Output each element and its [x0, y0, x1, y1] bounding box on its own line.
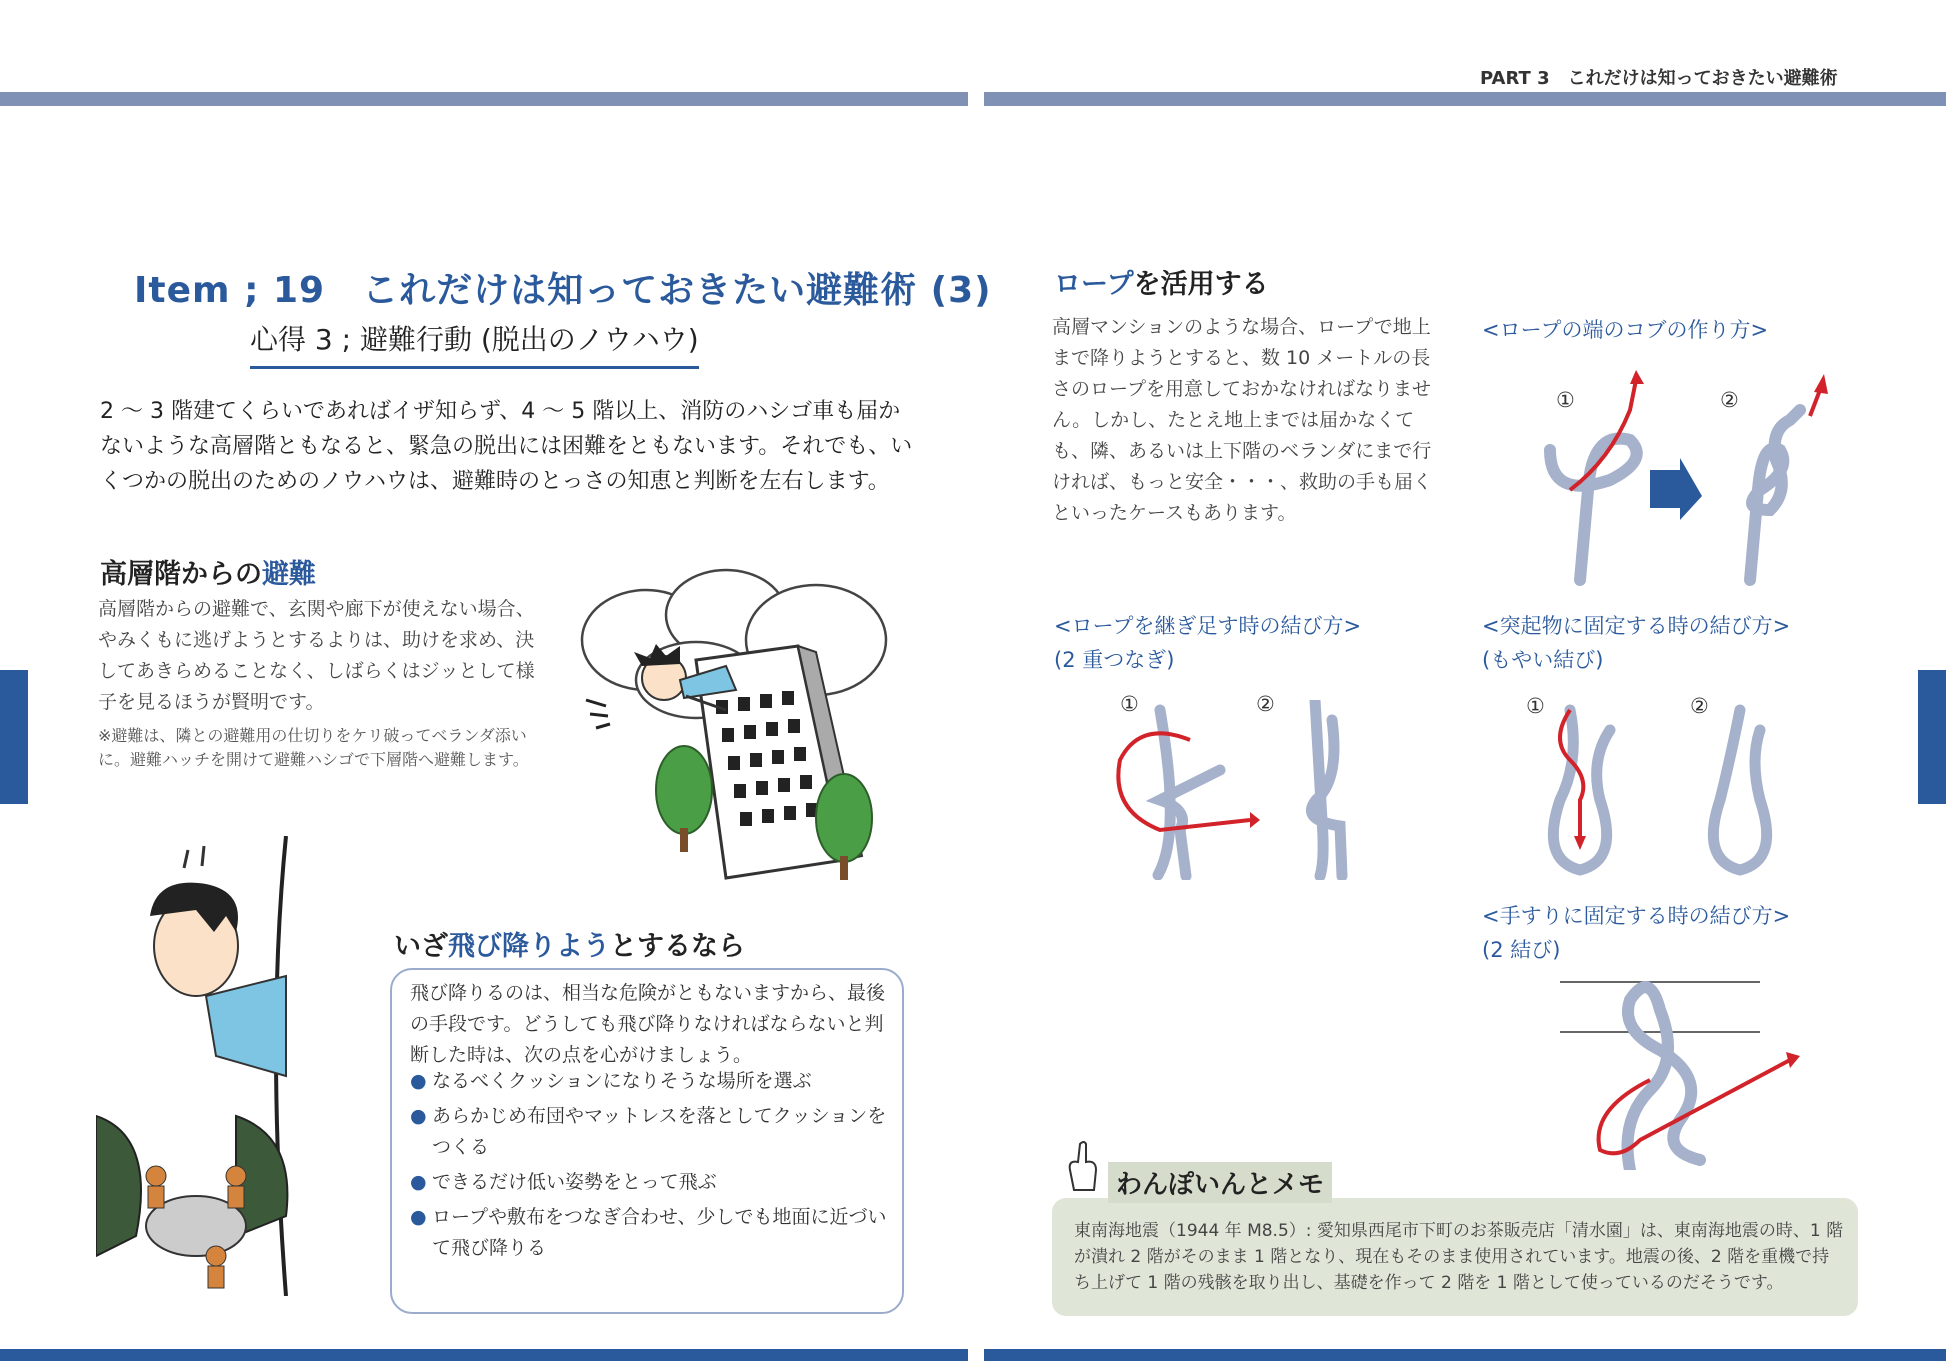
top-bar-left	[0, 92, 968, 106]
step-2-label: ②	[1720, 388, 1739, 412]
pointing-hand-icon	[1064, 1140, 1104, 1192]
peeking-man	[150, 846, 286, 1076]
step-2-label: ②	[1256, 692, 1275, 716]
intro-paragraph: 2 ～ 3 階建てくらいであればイザ知らず、4 ～ 5 階以上、消防のハシゴ車も届かないような高層階ともなると、緊急の脱出には困難をともないます。それでも、いくつかの脱出のためのノウハウは、避難時のとっさの知恵と判断を左右します。	[100, 399, 913, 494]
jump-body: 飛び降りるのは、相当な危険がともないますから、最後の手段です。どうしても飛び降りなければならないと判断した時は、次の点を心がけましょう。	[410, 982, 886, 1066]
caption-rail-knot: <手すりに固定する時の結び方>	[1482, 904, 1791, 928]
caption-post-knot-sub: (もやい結び)	[1482, 648, 1604, 672]
railing-knot-diagram	[1560, 970, 1820, 1170]
section-heading-jump	[394, 924, 745, 963]
heading-highlight: 飛び降りよう	[448, 931, 610, 962]
list-item: ● あらかじめ布団やマットレスを落としてクッションをつくる	[410, 1101, 888, 1163]
jump-bullet-list	[410, 1066, 888, 1268]
bowline-diagram	[1530, 700, 1810, 880]
section-heading-high	[100, 552, 316, 591]
bottom-bar-left	[0, 1349, 968, 1361]
bottom-bar-right	[984, 1349, 1946, 1361]
running-header: PART 3 これだけは知っておきたい避難術	[1480, 68, 1838, 89]
high-note: ※避難は、隣との避難用の仕切りをケリ破ってベランダ添いに。避難ハッチを開けて避難ハシゴで下層階へ避難します。	[98, 726, 529, 769]
caption-rail-knot-sub: (2 結び)	[1482, 938, 1561, 962]
caption-join-knot: <ロープを継ぎ足す時の結び方>	[1054, 614, 1362, 638]
heading-highlight: 避難	[262, 559, 316, 590]
side-tab-left	[0, 670, 28, 804]
caption-end-knot: <ロープの端のコブの作り方>	[1482, 318, 1769, 342]
heading-text-post: を活用する	[1133, 269, 1269, 300]
step-1-label: ①	[1526, 694, 1545, 718]
arrow-right-icon	[1650, 458, 1702, 520]
caption-join-knot-sub: (2 重つなぎ)	[1054, 648, 1175, 672]
heading-text: いざ	[394, 931, 448, 962]
side-tab-right	[1918, 670, 1946, 804]
step-1-label: ①	[1120, 692, 1139, 716]
end-knot-diagram	[1530, 370, 1860, 590]
man-illustration	[96, 836, 306, 1296]
caption-post-knot: <突起物に固定する時の結び方>	[1482, 614, 1791, 638]
section-heading-rope	[1054, 262, 1269, 301]
memo-title: わんぽいんとメモ	[1108, 1162, 1332, 1203]
memo-text: 東南海地震（1944 年 M8.5）: 愛知県西尾市下町のお茶販売店「清水園」は、東南海地震の時、1 階が潰れ 2 階がそのまま 1 階となり、現在もそのまま使用されています。地震の後、2 階を重機で持ち上げて 1 階の残骸を取り出し、基礎を作って 2 階を 1 階として使っているのだそうです。	[1074, 1221, 1844, 1293]
list-item: ● できるだけ低い姿勢をとって飛ぶ	[410, 1167, 888, 1198]
heading-text: 高層階からの	[100, 559, 262, 590]
step-1-label: ①	[1556, 388, 1575, 412]
rope-body: 高層マンションのような場合、ロープで地上まで降りようとすると、数 10 メートルの長さのロープを用意しておかなければなりません。しかし、たとえ地上までは届かなくても、隣、あるいは上下階のベランダにまで行ければ、もっと安全・・・、救助の手も届くといったケースもあります。	[1052, 316, 1433, 524]
rescuers	[146, 1166, 246, 1288]
page-subtitle: 心得 3 ; 避難行動 (脱出のノウハウ)	[250, 318, 699, 369]
building-illustration	[576, 560, 906, 890]
top-bar-right	[984, 92, 1946, 106]
list-item: ● ロープや敷布をつなぎ合わせ、少しでも地面に近づいて飛び降りる	[410, 1202, 888, 1264]
page-title: Item ; 19 これだけは知っておきたい避難術 (3)	[134, 270, 992, 311]
join-knot-diagram	[1110, 700, 1370, 880]
heading-highlight: ロープ	[1054, 269, 1134, 300]
heading-text-post: とするなら	[610, 931, 745, 962]
list-item: ● なるべくクッションになりそうな場所を選ぶ	[410, 1066, 888, 1097]
step-2-label: ②	[1690, 694, 1709, 718]
high-body: 高層階からの避難で、玄関や廊下が使えない場合、やみくもに逃げようとするよりは、助けを求め、決してあきらめることなく、しばらくはジッとして様子を見るほうが賢明です。	[98, 598, 535, 713]
